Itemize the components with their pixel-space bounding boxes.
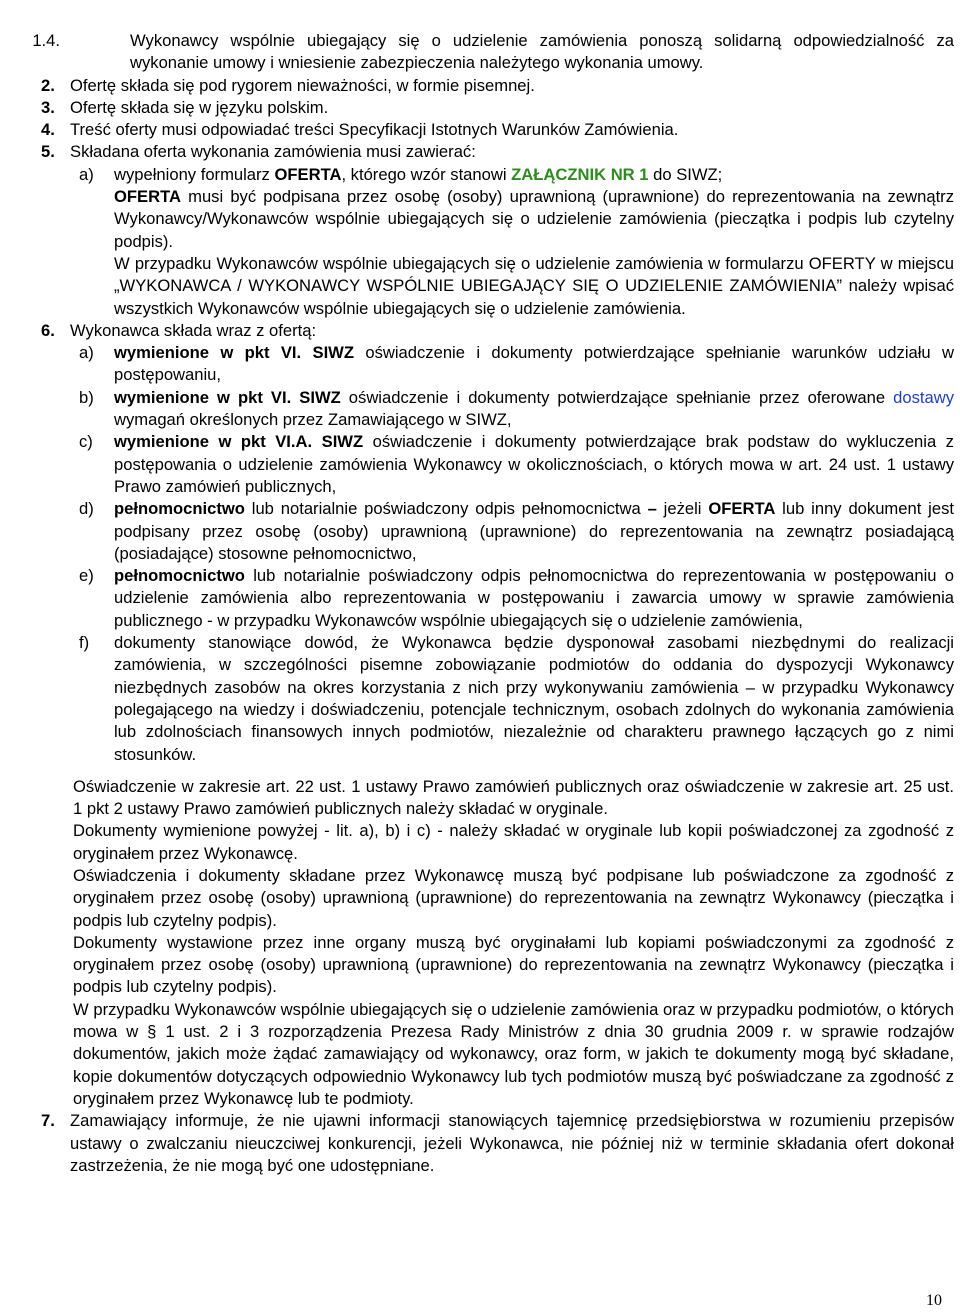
item-text bbox=[114, 164, 954, 186]
item-text bbox=[114, 342, 954, 387]
section-7 bbox=[0, 1110, 960, 1177]
page-number: 10 bbox=[926, 1292, 942, 1309]
document-body bbox=[0, 30, 960, 1177]
bold-run: OFERTA bbox=[708, 499, 776, 519]
text-run: lub notarialnie poświadczony odpis pełnomocnictwa bbox=[244, 499, 648, 519]
section-6-a bbox=[0, 342, 960, 387]
section-number: 5. bbox=[41, 142, 55, 162]
bold-run: wymienione w pkt VI.A. bbox=[114, 432, 313, 452]
section-6-e bbox=[0, 565, 960, 632]
highlighted-word: dostawy bbox=[893, 387, 954, 407]
section-text: Zamawiający informuje, że nie ujawni informacji stanowiących tajemnicę przedsiębiorstwa w rozumieniu przepisów ustawy o zwalczaniu nieuczciwej konkurencji, jeżeli Wykonawca, nie później niż w terminie składania ofert dokonał zastrzeżenia, że nie mogą być one udostępniane. bbox=[70, 1111, 954, 1175]
section-text: Wykonawcy wspólnie ubiegający się o udzielenie zamówienia ponoszą solidarną odpowiedzialność za wykonanie umowy i wniesienie zabezpieczenia należytego wykonania umowy. bbox=[130, 31, 954, 73]
bold-run: wymienione w pkt VI. bbox=[114, 343, 302, 363]
bold-run: SIWZ bbox=[291, 387, 341, 407]
text-run: oświadczenie i dokumenty potwierdzające brak podstaw do wykluczenia z postępowania o udzielenie zamówienia Wykonawcy w okolicznościach, o których mowa w art. 24 ust. 1 ustawy Prawo zamówień publicznych, bbox=[114, 432, 954, 496]
note-other-authorities: Dokumenty wystawione przez inne organy muszą być oryginałami lub kopiami poświadczonymi za zgodność z oryginałem przez osobę (osoby) uprawnioną (uprawnione) do reprezentowania na zewnątrz Wykonawcy (pieczątka i podpis lub czytelny podpis). bbox=[73, 932, 954, 997]
note-signatures: Oświadczenia i dokumenty składane przez Wykonawcę muszą być podpisane lub poświadczone za zgodność z oryginałem przez osobę (osoby) uprawnioną (uprawnione) do reprezentowania na zewnątrz Wykonawcy (pieczątka i podpis lub czytelny podpis). bbox=[73, 865, 954, 930]
section-5 bbox=[0, 141, 960, 163]
section-3 bbox=[0, 97, 960, 119]
text-run: lub notarialnie poświadczony odpis pełnomocnictwa do reprezentowania w postępowaniu o udzielenie zamówienia albo reprezentowania w postępowaniu i zawarcia umowy w sprawie zamówienia publicznego - w przypadku Wykonawców wspólnie ubiegających się o udzielenie zamówienia, bbox=[114, 566, 954, 630]
attachment-reference: ZAŁĄCZNIK NR 1 bbox=[511, 164, 649, 184]
item-letter: e) bbox=[79, 566, 94, 586]
item-text bbox=[114, 565, 954, 632]
item-letter: a) bbox=[79, 164, 94, 184]
bold-run: SIWZ bbox=[301, 343, 354, 363]
item-letter: d) bbox=[79, 499, 94, 519]
text-run: do SIWZ; bbox=[648, 164, 723, 184]
offer-signature-note bbox=[114, 186, 954, 253]
text-run: oświadczenie i dokumenty potwierdzające spełnianie warunków udziału w postępowaniu, bbox=[114, 343, 954, 385]
text-run: jeżeli bbox=[656, 499, 709, 519]
item-letter: a) bbox=[79, 343, 94, 363]
section-2 bbox=[0, 75, 960, 97]
bold-run: OFERTA bbox=[114, 187, 181, 207]
section-5-a bbox=[0, 164, 960, 186]
bold-run: OFERTA bbox=[274, 164, 342, 184]
section-text: Ofertę składa się pod rygorem nieważności, w formie pisemnej. bbox=[70, 75, 535, 95]
text-run: , którego wzór stanowi bbox=[341, 164, 512, 184]
section-number: 6. bbox=[41, 320, 55, 340]
bold-run: pełnomocnictwo bbox=[114, 566, 245, 586]
note-originals: Oświadczenie w zakresie art. 22 ust. 1 ustawy Prawo zamówień publicznych oraz oświadczenie w zakresie art. 25 ust. 1 pkt 2 ustawy Prawo zamówień publicznych należy składać w oryginale. bbox=[73, 776, 954, 819]
section-6-d bbox=[0, 498, 960, 565]
bold-run: pełnomocnictwo bbox=[114, 499, 245, 519]
section-text: Wykonawca składa wraz z ofertą: bbox=[70, 320, 317, 340]
section-1-4 bbox=[32, 30, 960, 75]
text-run: wypełniony formularz bbox=[114, 164, 275, 184]
item-text bbox=[114, 498, 954, 565]
item-letter: c) bbox=[79, 432, 93, 452]
section-4 bbox=[0, 119, 960, 141]
section-text: Składana oferta wykonania zamówienia musi zawierać: bbox=[70, 142, 476, 162]
note-copies: Dokumenty wymienione powyżej - lit. a), b) i c) - należy składać w oryginale lub kopii poświadczonej za zgodność z oryginałem przez Wykonawcę. bbox=[73, 821, 954, 863]
joint-bidders-note: W przypadku Wykonawców wspólnie ubiegających się o udzielenie zamówienia w formularzu OFERTY w miejscu „WYKONAWCA / WYKONAWCY WSPÓLNIE UBIEGAJĄCY SIĘ O UDZIELENIE ZAMÓWIENIA” należy wpisać wszystkich Wykonawców wspólnie ubiegających się o udzielenie zamówienia. bbox=[114, 253, 954, 318]
item-text: dokumenty stanowiące dowód, że Wykonawca będzie dysponował zasobami niezbędnymi do realizacji zamówienia, w szczególności pisemne zobowiązanie podmiotów do oddania do dyspozycji Wykonawcy niezbędnych zasobów na okres korzystania z nich przy wykonywaniu zamówienia – w przypadku Wykonawcy polegającego na wiedzy i doświadczeniu, potencjale technicznym, osobach zdolnych do wykonania zamówienia lub zdolnościach finansowych innych podmiotów, niezależnie od charakteru prawnego łączących go z nimi stosunków. bbox=[114, 633, 954, 764]
section-number: 2. bbox=[41, 75, 55, 95]
text-run: oświadczenie i dokumenty potwierdzające spełnianie przez oferowane bbox=[340, 387, 894, 407]
section-6 bbox=[0, 320, 960, 342]
bold-run: SIWZ bbox=[312, 432, 364, 452]
section-6-f bbox=[0, 632, 960, 766]
section-6-c bbox=[0, 431, 960, 498]
item-text bbox=[114, 431, 954, 498]
spacer bbox=[0, 766, 960, 776]
text-run: musi być podpisana przez osobę (osoby) uprawnioną (uprawnione) do reprezentowania na zewnątrz Wykonawcy/Wykonawców wspólnie ubiegających się o udzielenie zamówienia (pieczątka i podpis lub czytelny podpis). bbox=[114, 187, 954, 251]
text-run: wymagań określonych przez Zamawiającego w SIWZ, bbox=[114, 410, 512, 430]
note-joint-bidders-copies: W przypadku Wykonawców wspólnie ubiegających się o udzielenie zamówienia oraz w przypadku podmiotów, o których mowa w § 1 ust. 2 i 3 rozporządzenia Prezesa Rady Ministrów z dnia 30 grudnia 2009 r. w sprawie rodzajów dokumentów, jakich może żądać zamawiający od wykonawcy, oraz form, w jakich te dokumenty mogą być składane, kopie dokumentów dotyczących odpowiednio Wykonawcy lub tych podmiotów muszą być poświadczane za zgodność z oryginałem przez Wykonawcę lub te podmioty. bbox=[73, 999, 954, 1108]
item-letter: b) bbox=[79, 387, 94, 407]
section-number: 1.4. bbox=[32, 31, 60, 50]
item-text bbox=[114, 387, 954, 432]
section-text: Ofertę składa się w języku polskim. bbox=[70, 97, 329, 117]
section-6-b bbox=[0, 387, 960, 432]
section-number: 7. bbox=[41, 1111, 55, 1131]
text-run: lub inny dokument jest podpisany przez osobę (osoby) uprawnioną (uprawnione) do reprezentowania na zewnątrz posiadającą (posiadające) stosowne pełnomocnictwo, bbox=[114, 499, 954, 563]
section-text: Treść oferty musi odpowiadać treści Specyfikacji Istotnych Warunków Zamówienia. bbox=[70, 120, 679, 140]
section-number: 3. bbox=[41, 97, 55, 117]
bold-run: – bbox=[647, 499, 657, 519]
bold-run: wymienione w pkt VI. bbox=[114, 387, 292, 407]
item-letter: f) bbox=[79, 633, 90, 653]
section-number: 4. bbox=[41, 120, 55, 140]
